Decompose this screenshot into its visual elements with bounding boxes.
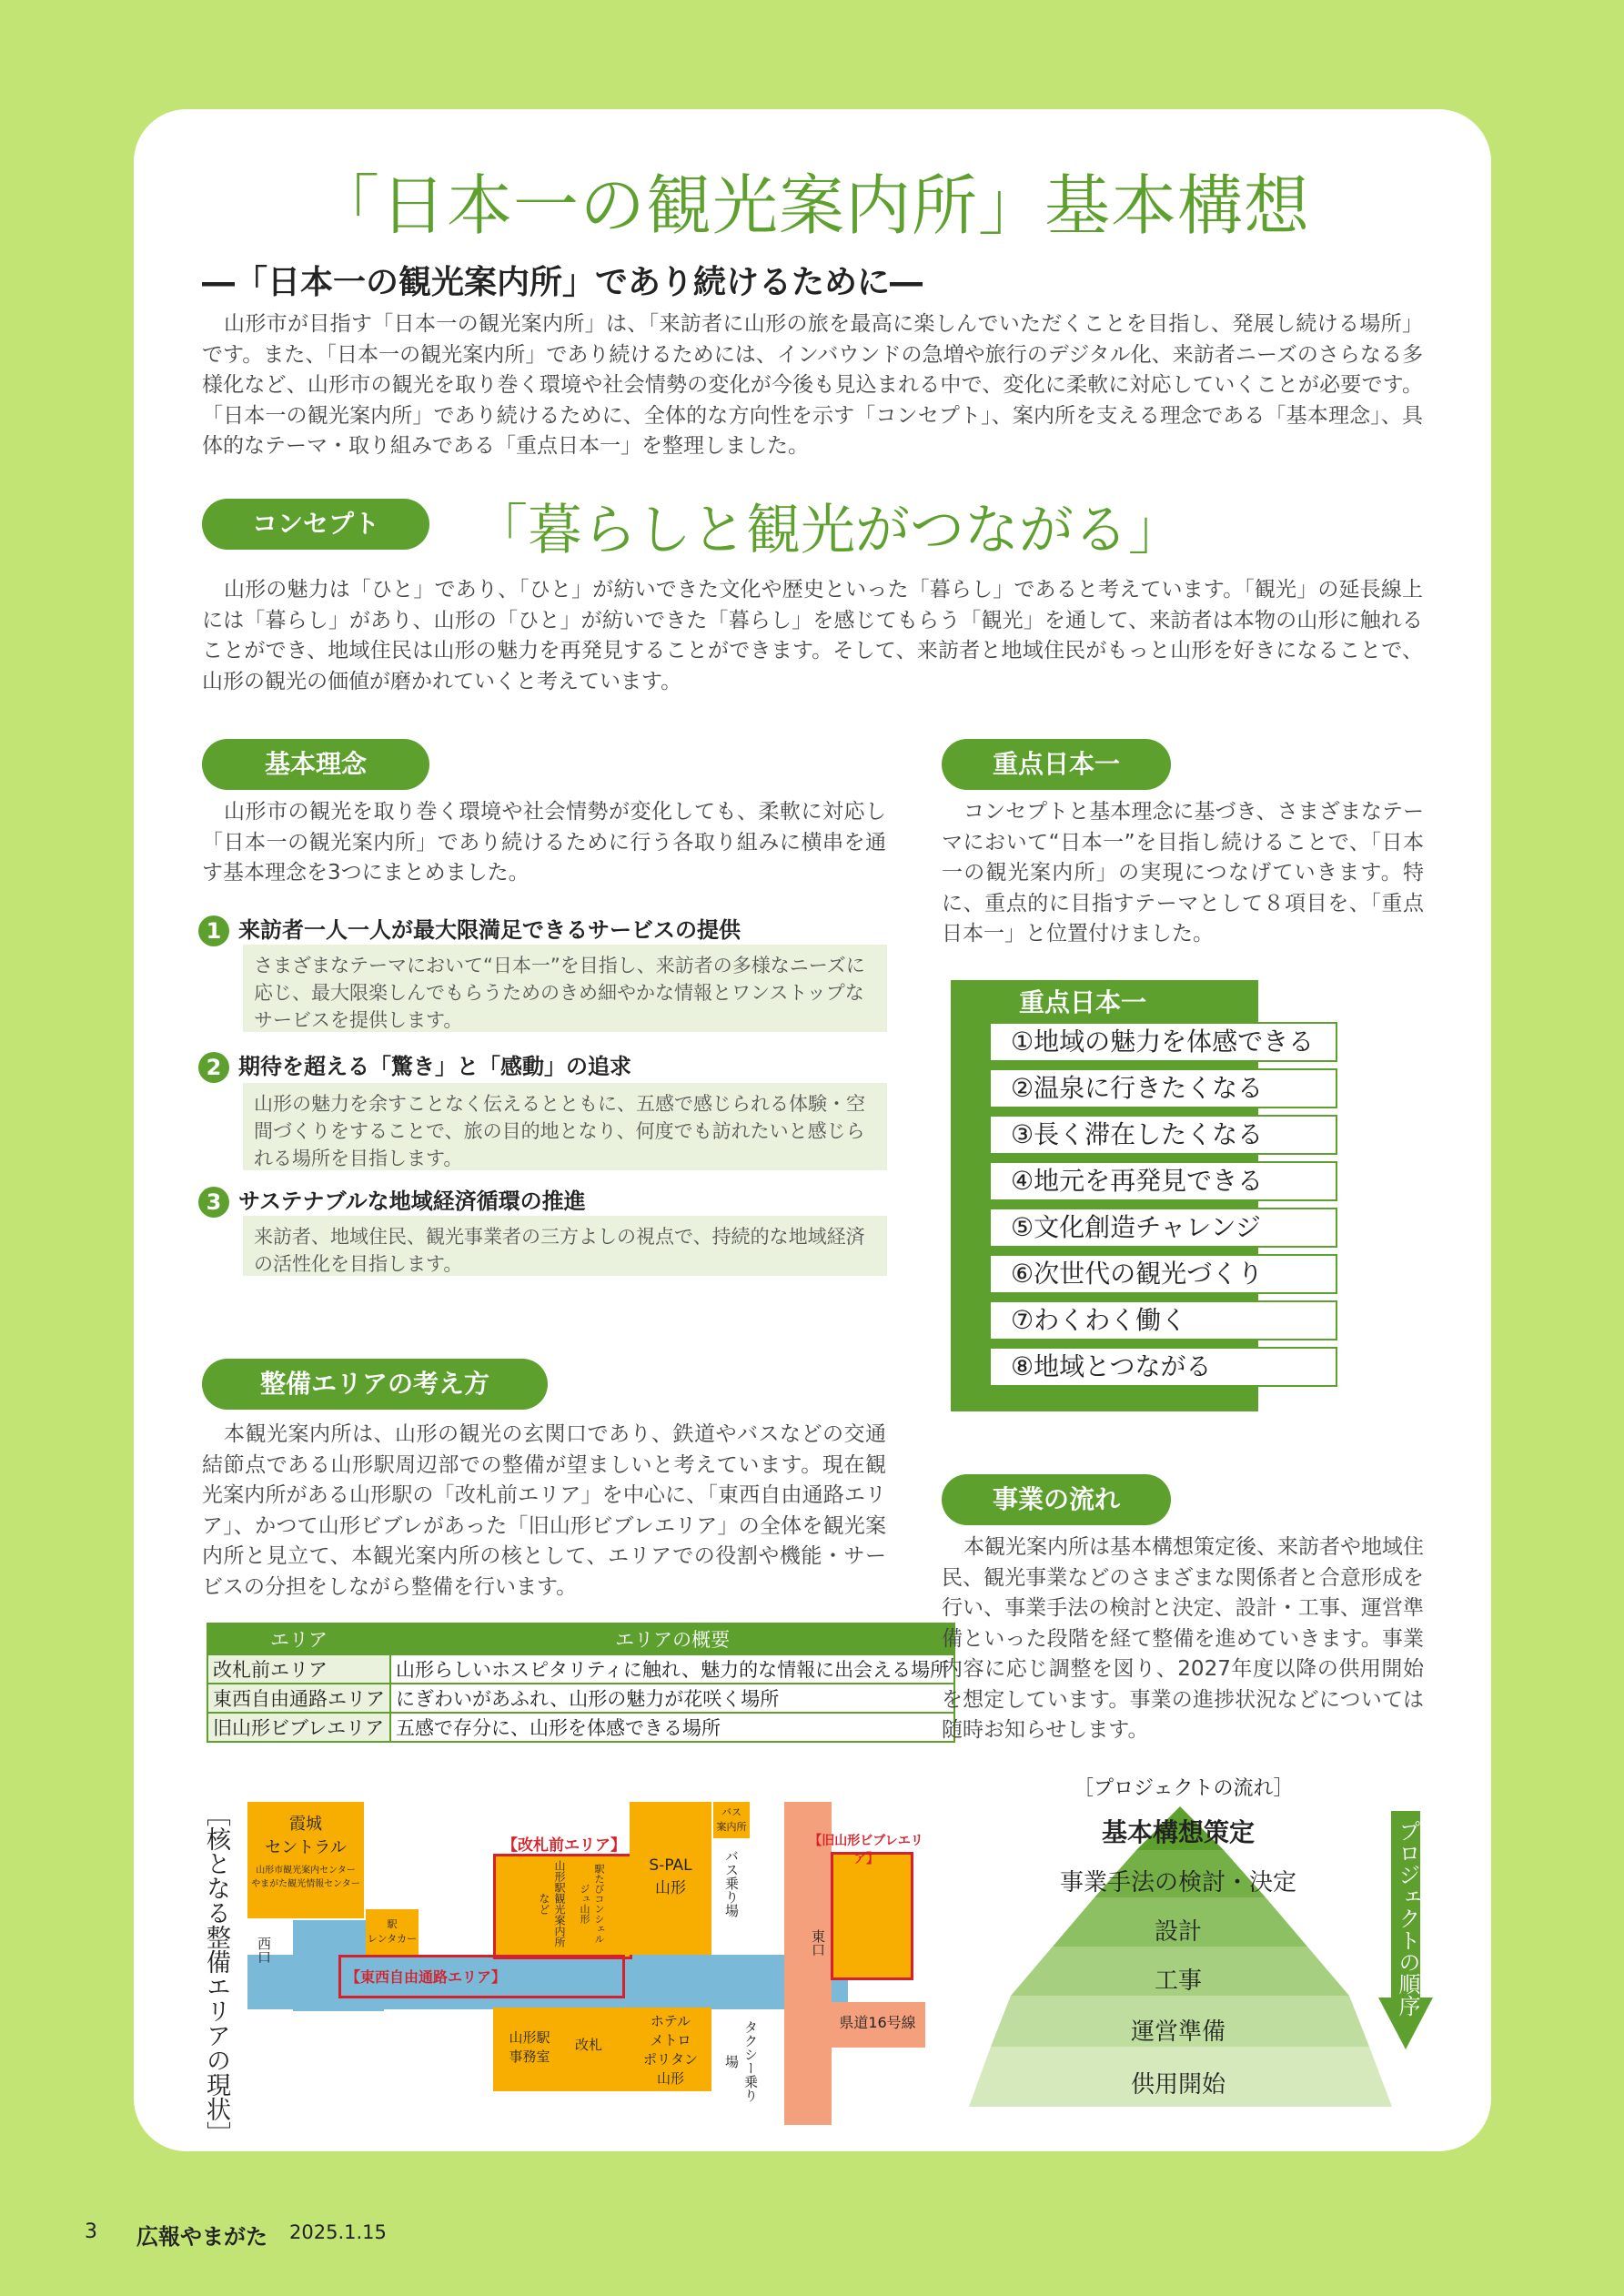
- issue-date: 2025.1.15: [289, 2221, 387, 2243]
- area-text: 本観光案内所は、山形の観光の玄関口であり、鉄道やバスなどの交通結節点である山形駅周辺部での整備が望ましいと考えています。現在観光案内所がある山形駅の「改札前エリア」を中心に、「東西自由通路エリア」、かつて山形ビブレがあった「旧山形ビブレエリア」の全体を観光案内所と見立て、本観光案内所の核として、エリアでの役割や機能・サービスの分担をしながら整備を行います。: [202, 1422, 886, 1599]
- flow-text: 本観光案内所は基本構想策定後、来訪者や地域住民、観光事業などのさまざまな関係者と合意形成を行い、事業手法の検討と決定、設計・工事、運営準備といった段階を経て整備を進めていきます。事業内容に応じ調整を図り、2027年度以降の供用開始を想定しています。事業の進捗状況などについては随時お知らせします。: [942, 1535, 1424, 1742]
- hotel-label: ホテル メトロ ポリタン 山形: [642, 2013, 698, 2087]
- map-side-label: ［核となる整備エリアの現状］: [202, 1802, 230, 2146]
- kihon-item-2-head: [198, 1048, 631, 1083]
- table-row: [207, 1654, 954, 1684]
- kihon-text: 山形市の観光を取り巻く環境や社会情勢が変化しても、柔軟に対応し「日本一の観光案内所」であり続けるために行う各取り組みに横串を通す基本理念を3つにまとめました。: [202, 800, 886, 885]
- flow-caption: ［プロジェクトの流れ］: [1074, 1777, 1294, 1800]
- juten-item: ⑤文化創造チャレンジ: [989, 1208, 1337, 1248]
- area-label: 整備エリアの考え方: [202, 1359, 548, 1410]
- page-title: 「日本一の観光案内所」基本構想: [313, 167, 1310, 244]
- project-pyramid: [969, 1806, 1392, 2107]
- juten-item: ⑧地域とつながる: [989, 1347, 1337, 1387]
- table-cell: 旧山形ビブレエリア: [207, 1713, 390, 1742]
- table-header: エリア: [207, 1623, 390, 1654]
- kaisatsu-area-label: 【改札前エリア】: [502, 1836, 626, 1855]
- kihon-item-1-desc: さまざまなテーマにおいて“日本一”を目指し、来訪者の多様なニーズに応じ、最大限楽しんでもらうためのきめ細やかな情報とワンストップなサービスを提供します。: [243, 945, 887, 1032]
- table-cell: 山形らしいホスピタリティに触れ、魅力的な情報に出会える場所: [390, 1654, 954, 1684]
- subtitle: ―「日本一の観光案内所」であり続けるために―: [202, 264, 923, 301]
- kihon-item-1-head: [198, 912, 741, 946]
- pyramid-step-label: 供用開始: [1130, 2071, 1226, 2099]
- number-badge: 3: [198, 1187, 229, 1218]
- brand-logo: 広報やまがた: [136, 2223, 267, 2250]
- juten-item: ⑥次世代の観光づくり: [989, 1254, 1337, 1294]
- kihon-item-3-desc: 来訪者、地域住民、観光事業者の三方よしの視点で、持続的な地域経済の活性化を目指します。: [243, 1216, 887, 1276]
- juten-text: コンセプトと基本理念に基づき、さまざまなテーマにおいて“日本一”を目指し続けることで、「日本一の観光案内所」の実現につなげていきます。特に、重点的に目指すテーマとして８項目を、「重点日本一」と位置付けました。: [942, 800, 1424, 946]
- rentacar-label: 駅 レンタカー: [367, 1918, 418, 1945]
- pyramid-step-label: 工事: [1154, 1967, 1202, 1995]
- kihon-item-2-desc: 山形の魅力を余すことなく伝えるとともに、五感で感じられる体験・空間づくりをすることで、旅の目的地となり、何度でも訪れたいと感じられる場所を目指します。: [243, 1083, 887, 1170]
- kasumi-sublabel: 山形市観光案内センター やまがた観光情報センター: [251, 1866, 360, 1889]
- taxi-label: タクシー乗り場: [723, 2020, 759, 2102]
- number-badge: 1: [198, 915, 229, 946]
- juten-item: ⑦わくわく働く: [989, 1300, 1337, 1340]
- concept-label: コンセプト: [202, 499, 429, 550]
- juten-item: ②温泉に行きたくなる: [989, 1068, 1337, 1108]
- flow-label: 事業の流れ: [942, 1474, 1171, 1525]
- kendo-label: 県道16号線: [839, 2014, 916, 2031]
- table-cell: にぎわいがあふれ、山形の魅力が花咲く場所: [390, 1684, 954, 1713]
- kaisatsu-inner-2: 駅たびコンシェルジュ山形: [579, 1864, 605, 1944]
- juten-item: ①地域の魅力を体感できる: [989, 1022, 1337, 1062]
- kihon-label: 基本理念: [202, 739, 429, 790]
- kihon-item-title: 来訪者一人一人が最大限満足できるサービスの提供: [238, 917, 741, 943]
- east-exit-label: 東口: [810, 1929, 826, 1957]
- concept-text: 山形の魅力は「ひと」であり、「ひと」が紡いできた文化や歴史といった「暮らし」であると考えています。「観光」の延長線上には「暮らし」があり、山形の「ひと」が紡いできた「暮らし」を感じてもらう「観光」を通して、来訪者は本物の山形に触れることができ、地域住民は山形の魅力を再発見することができます。そして、来訪者と地域住民がもっと山形を好きになることで、山形の観光の価値が磨かれていくと考えています。: [202, 578, 1423, 693]
- table-header-row: [207, 1623, 954, 1654]
- west-exit-label: 西口: [256, 1937, 272, 1964]
- spal-label: S-PAL 山形: [649, 1856, 692, 1897]
- juten-item: ④地元を再発見できる: [989, 1161, 1337, 1201]
- flow-arrow-label: プロジェクトの順序: [1395, 1820, 1420, 2017]
- pyramid-step-label: 設計: [1154, 1918, 1202, 1946]
- bus-info-label: バス 案内所: [716, 1806, 747, 1833]
- pyramid-step-label: 運営準備: [1130, 2018, 1226, 2046]
- kasumi-label: 霞城 セントラル: [265, 1815, 347, 1857]
- kihon-item-3-head: [198, 1183, 586, 1218]
- juten-item: ③長く滞在したくなる: [989, 1115, 1337, 1155]
- kaisatsu-gate-label: 改札: [574, 2037, 602, 2053]
- area-table: [207, 1623, 955, 1743]
- number-badge: 2: [198, 1052, 229, 1083]
- concept-title: 「暮らしと観光がつながる」: [473, 499, 1183, 562]
- pyramid-step-label: 事業手法の検討・決定: [1059, 1869, 1296, 1896]
- kihon-item-title: 期待を超える「驚き」と「感動」の追求: [238, 1054, 631, 1079]
- kaisatsu-inner-1: 山形駅観光案内所 など: [538, 1860, 566, 1947]
- biburu-area: [831, 1852, 913, 1980]
- biburu-area-label: 【旧山形ビブレエリア】: [809, 1834, 923, 1866]
- intro-text: 山形市が目指す「日本一の観光案内所」は、「来訪者に山形の旅を最高に楽しんでいただくことを目指し、発展し続ける場所」です。また、「日本一の観光案内所」であり続けるためには、インバウンドの急増や旅行のデジタル化、来訪者ニーズのさらなる多様化など、山形市の観光を取り巻く環境や社会情勢の変化が今後も見込まれる中で、変化に柔軟に対応していくことが必要です。「日本一の観光案内所」であり続けるために、全体的な方向性を示す「コンセプト」、案内所を支える理念である「基本理念」、具体的なテーマ・取り組みである「重点日本一」を整理しました。: [202, 312, 1423, 458]
- juten-label: 重点日本一: [942, 739, 1171, 790]
- tozai-area-label: 【東西自由通路エリア】: [346, 1968, 507, 1986]
- table-row: [207, 1684, 954, 1713]
- station-map: [247, 1802, 924, 2102]
- jimusho-label: 山形駅 事務室: [509, 2029, 550, 2065]
- table-header: エリアの概要: [390, 1623, 954, 1654]
- page-number: 3: [85, 2220, 97, 2243]
- table-cell: 東西自由通路エリア: [207, 1684, 390, 1713]
- kihon-item-title: サステナブルな地域経済循環の推進: [238, 1188, 586, 1214]
- pyramid-step-label: 基本構想策定: [1101, 1817, 1255, 1847]
- table-cell: 改札前エリア: [207, 1654, 390, 1684]
- juten-box-title: 重点日本一: [1018, 987, 1146, 1017]
- bus-stop-label: バス乗り場: [723, 1849, 740, 1917]
- table-cell: 五感で存分に、山形を体感できる場所: [390, 1713, 954, 1742]
- table-row: [207, 1713, 954, 1742]
